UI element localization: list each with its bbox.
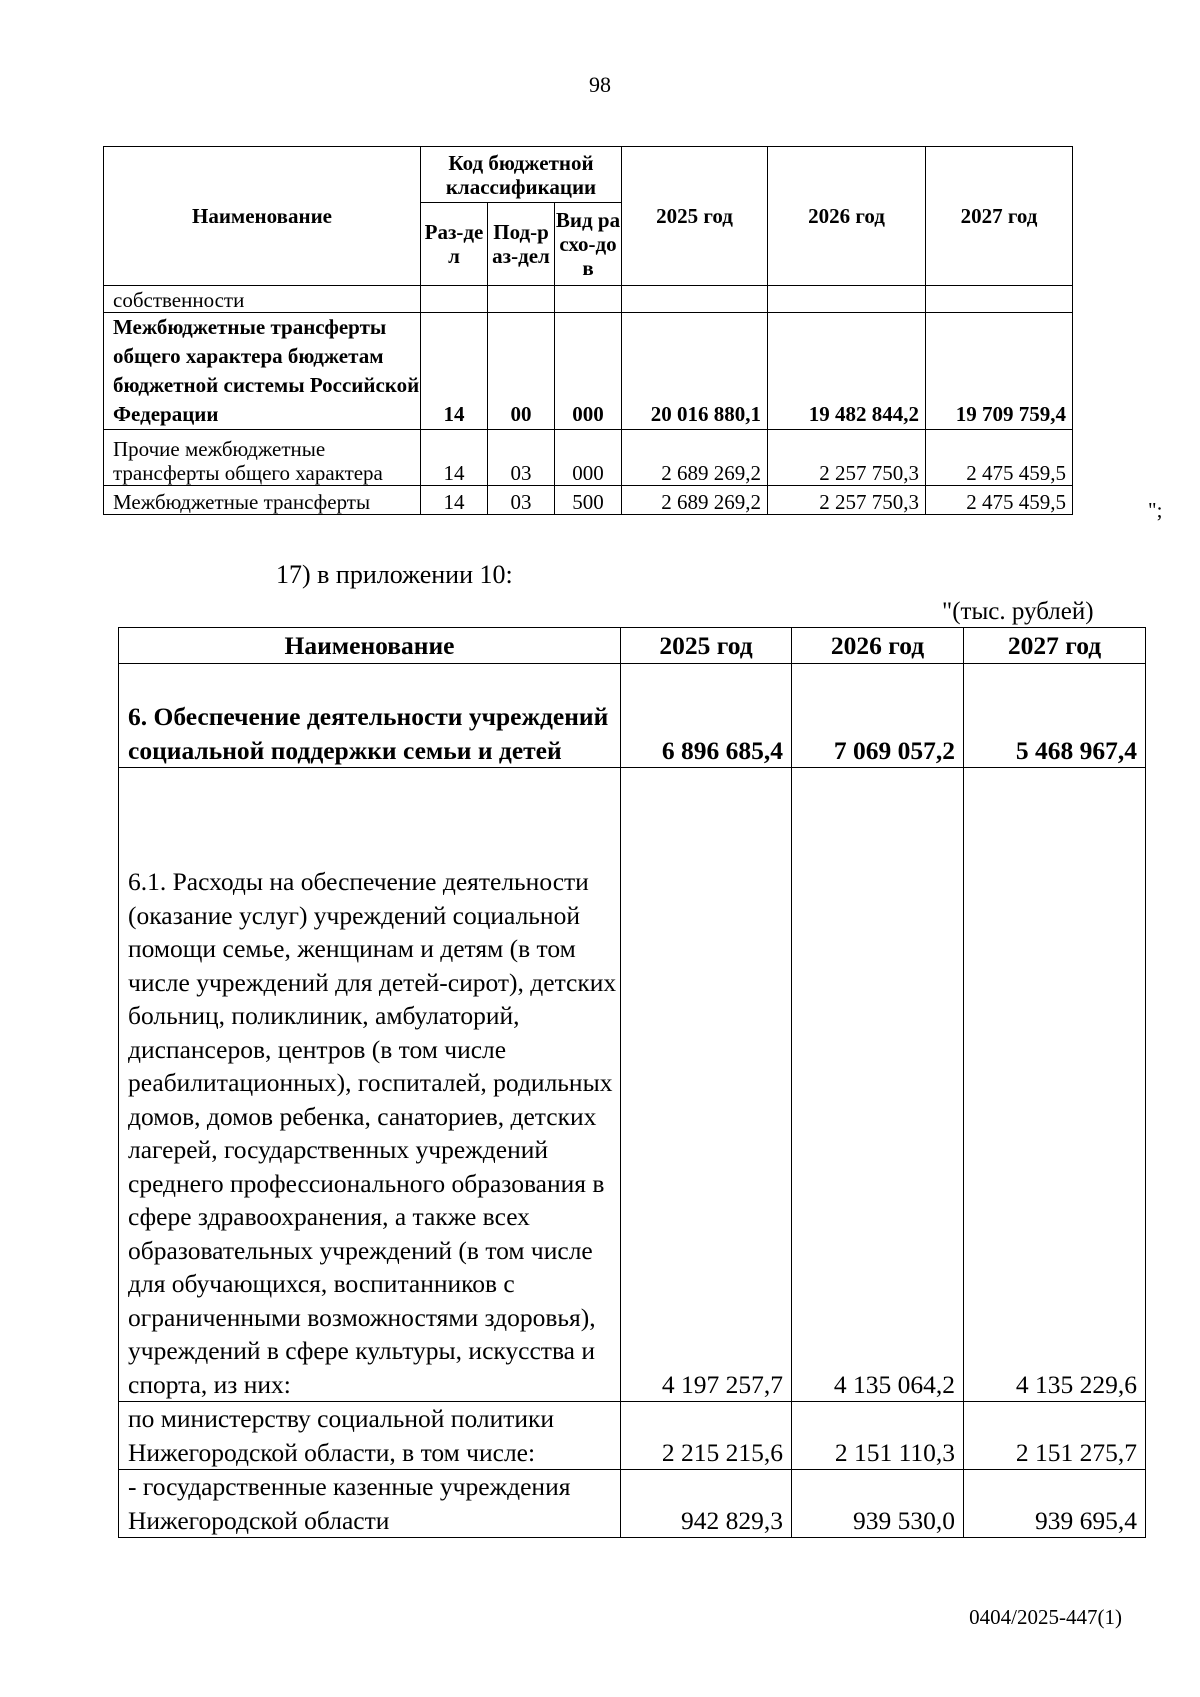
row-2026: 2 151 110,3: [792, 1402, 964, 1470]
table-row: [119, 1402, 1146, 1470]
row-name: собственности: [104, 286, 421, 313]
row-podrazdel: 03: [488, 486, 555, 515]
row-2026: 7 069 057,2: [792, 664, 964, 768]
table-row: [104, 286, 1073, 313]
row-razdel: 14: [421, 430, 488, 486]
row-podrazdel: [488, 286, 555, 313]
row-2027: 939 695,4: [964, 1470, 1146, 1538]
row-podrazdel: 00: [488, 313, 555, 430]
row-2025: 2 689 269,2: [622, 430, 768, 486]
appendix-10-table: [118, 627, 1146, 1538]
row-2027: [926, 286, 1073, 313]
header-2026: 2026 год: [792, 628, 964, 664]
row-2025: 20 016 880,1: [622, 313, 768, 430]
table-row: [104, 486, 1073, 515]
header-2027: 2027 год: [964, 628, 1146, 664]
header-2025: 2025 год: [621, 628, 792, 664]
row-2026: 19 482 844,2: [768, 313, 926, 430]
table-row: [119, 768, 1146, 1402]
units-label: "(тыс. рублей): [942, 598, 1094, 625]
row-2026: 2 257 750,3: [768, 486, 926, 515]
row-vid: 000: [555, 430, 622, 486]
row-2025: 6 896 685,4: [621, 664, 792, 768]
table-row: [104, 313, 1073, 430]
row-podrazdel: 03: [488, 430, 555, 486]
row-vid: [555, 286, 622, 313]
row-name: - государственные казенные учреждения Нижегородской области: [119, 1470, 621, 1538]
row-vid: 000: [555, 313, 622, 430]
row-2025: 2 215 215,6: [621, 1402, 792, 1470]
header-podrazdel: Под-раз-дел: [488, 203, 555, 286]
row-2027: 4 135 229,6: [964, 768, 1146, 1402]
row-2027: 2 151 275,7: [964, 1402, 1146, 1470]
clause-heading: 17) в приложении 10:: [276, 560, 513, 589]
row-razdel: 14: [421, 313, 488, 430]
row-vid: 500: [555, 486, 622, 515]
closing-quote-mark: ";: [1148, 498, 1163, 522]
row-2026: 2 257 750,3: [768, 430, 926, 486]
header-vid: Вид расхо-дов: [555, 203, 622, 286]
row-2027: 2 475 459,5: [926, 486, 1073, 515]
header-2026: 2026 год: [768, 147, 926, 286]
header-code-group: Код бюджетной классификации: [421, 147, 622, 203]
budget-classification-table: [103, 146, 1073, 515]
row-2027: 19 709 759,4: [926, 313, 1073, 430]
row-name: по министерству социальной политики Нижегородской области, в том числе:: [119, 1402, 621, 1470]
row-2027: 5 468 967,4: [964, 664, 1146, 768]
row-2026: [768, 286, 926, 313]
row-razdel: [421, 286, 488, 313]
header-2025: 2025 год: [622, 147, 768, 286]
header-razdel: Раз-дел: [421, 203, 488, 286]
row-2026: 939 530,0: [792, 1470, 964, 1538]
row-name: 6. Обеспечение деятельности учреждений социальной поддержки семьи и детей: [119, 664, 621, 768]
header-name: Наименование: [104, 147, 421, 286]
row-2027: 2 475 459,5: [926, 430, 1073, 486]
header-name: Наименование: [119, 628, 621, 664]
header-2027: 2027 год: [926, 147, 1073, 286]
row-2025: 2 689 269,2: [622, 486, 768, 515]
document-code: 0404/2025-447(1): [969, 1605, 1122, 1629]
row-2025: [622, 286, 768, 313]
row-2025: 942 829,3: [621, 1470, 792, 1538]
row-name: Прочие межбюджетные трансферты общего характера: [104, 430, 421, 486]
table-row: [104, 430, 1073, 486]
table-row: [119, 1470, 1146, 1538]
row-razdel: 14: [421, 486, 488, 515]
page-number: 98: [589, 72, 611, 97]
table-row: [119, 664, 1146, 768]
row-name: Межбюджетные трансферты: [104, 486, 421, 515]
row-2026: 4 135 064,2: [792, 768, 964, 1402]
row-name: Межбюджетные трансферты общего характера бюджетам бюджетной системы Российской Федерации: [104, 313, 421, 430]
row-name: 6.1. Расходы на обеспечение деятельности (оказание услуг) учреждений социальной помощи семье, женщинам и детям (в том числе учреждений для детей-сирот), детских больниц, поликлиник, амбулаторий, диспансеров, центров (в том числе реабилитационных), госпиталей, родильных домов, домов ребенка, санаториев, детских лагерей, государственных учреждений среднего профессионального образования в сфере здравоохранения, а также всех образовательных учреждений (в том числе для обучающихся, воспитанников с ограниченными возможностями здоровья), учреждений в сфере культуры, искусства и спорта, из них:: [119, 768, 621, 1402]
row-2025: 4 197 257,7: [621, 768, 792, 1402]
